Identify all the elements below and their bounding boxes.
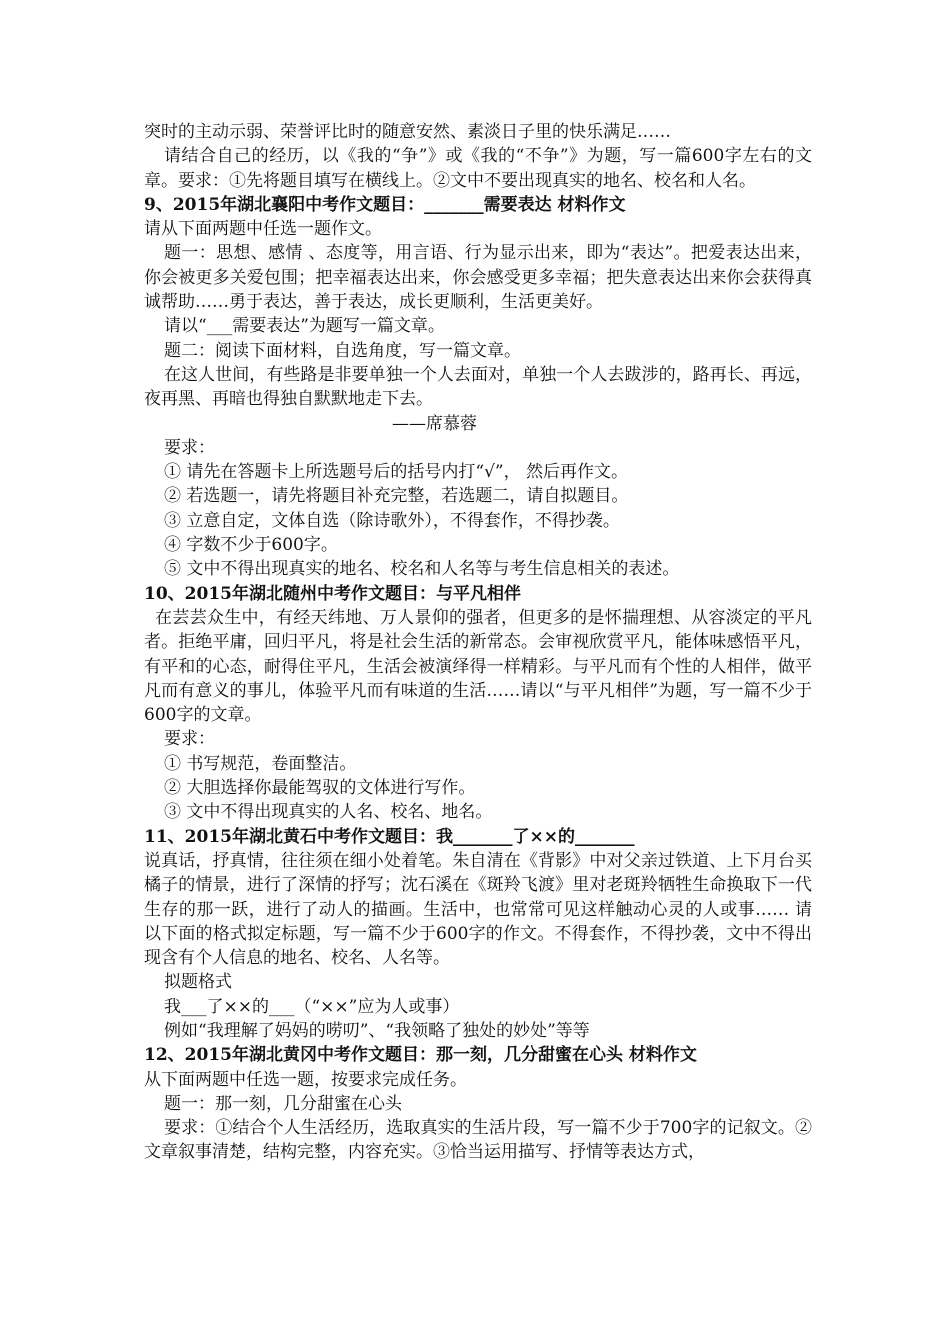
- paragraph: 题一：那一刻，几分甜蜜在心头: [164, 1093, 402, 1114]
- paragraph: 请从下面两题中任选一题作文。: [144, 219, 382, 240]
- paragraph: ——席慕蓉: [392, 413, 477, 434]
- paragraph: 突时的主动示弱、荣誉评比时的随意安然、素淡日子里的快乐满足……: [144, 122, 671, 142]
- paragraph: ① 请先在答题卡上所选题号后的括号内打“√”， 然后再作文。: [164, 462, 629, 483]
- paragraph: 拟题格式: [164, 972, 232, 993]
- paragraph: ③ 立意自定，文体自选（除诗歌外），不得套作，不得抄袭。: [164, 510, 620, 531]
- paragraph: 我___了××的___（“××”应为人或事）: [164, 996, 460, 1017]
- paragraph: ④ 字数不少于600字。: [164, 535, 338, 556]
- document-body: [144, 120, 812, 1165]
- paragraph: ② 若选题一，请先将题目补充完整，若选题二，请自拟题目。: [164, 486, 629, 507]
- paragraph: 说真话，抒真情，往往须在细小处着笔。朱自清在《背影》中对父亲过铁道、上下月台买橘子的情景，进行了深情的抒写；沈石溪在《斑羚飞渡》里对老斑羚牺牲生命换取下一代生存的那一跃，进行了动人的描画。生活中，也常常可见这样触动心灵的人或事…… 请以下面的格式拟定标题，写一篇不少于600字的作文。不得套作，不得抄袭，文中不得出现含有个人信息的地名、校名、人名等。: [144, 850, 812, 969]
- paragraph: 从下面两题中任选一题，按要求完成任务。: [144, 1069, 467, 1090]
- section-heading: 10、2015年湖北随州中考作文题目：与平凡相伴: [144, 583, 521, 604]
- paragraph: ② 大胆选择你最能驾驭的文体进行写作。: [164, 778, 476, 799]
- paragraph: ③ 文中不得出现真实的人名、校名、地名。: [164, 802, 493, 823]
- section-heading: 11、2015年湖北黄石中考作文题目：我_______了××的_______: [144, 826, 635, 847]
- paragraph: 要求：: [164, 437, 215, 458]
- paragraph: ⑤ 文中不得出现真实的地名、校名和人名等与考生信息相关的表述。: [164, 559, 680, 580]
- paragraph: 在这人世间，有些路是非要单独一个人去面对，单独一个人去跋涉的，路再长、再远，夜再黑、再暗也得独自默默地走下去。: [144, 364, 812, 410]
- paragraph: 在芸芸众生中，有经天纬地、万人景仰的强者，但更多的是怀揣理想、从容淡定的平凡者。拒绝平庸，回归平凡，将是社会生活的新常态。会审视欣赏平凡，能体味感悟平凡，有平和的心态，耐得住平凡，生活会被演绎得一样精彩。与平凡而有个性的人相伴，做平凡而有意义的事儿，体验平凡而有味道的生活……请以“与平凡相伴”为题，写一篇不少于600字的文章。: [144, 607, 812, 726]
- section-heading: 9、2015年湖北襄阳中考作文题目：_______需要表达 材料作文: [144, 194, 626, 215]
- section-heading: 12、2015年湖北黄冈中考作文题目：那一刻，几分甜蜜在心头 材料作文: [144, 1045, 697, 1066]
- paragraph: ① 书写规范，卷面整洁。: [164, 753, 357, 774]
- paragraph: 题一：思想、感情 、态度等，用言语、行为显示出来，即为“表达”。把爱表达出来，你会被更多关爱包围；把幸福表达出来，你会感受更多幸福；把失意表达出来你会获得真诚帮助……勇于表达，善于表达，成长更顺利，生活更美好。: [144, 243, 812, 313]
- paragraph: 请结合自己的经历，以《我的“争”》或《我的“不争”》为题，写一篇600字左右的文章。要求：①先将题目填写在横线上。②文中不要出现真实的地名、校名和人名。: [144, 146, 812, 191]
- paragraph: 要求：: [164, 729, 215, 750]
- paragraph: 题二：阅读下面材料，自选角度，写一篇文章。: [164, 340, 521, 361]
- paragraph: 要求：①结合个人生活经历，选取真实的生活片段，写一篇不少于700字的记叙文。②文章叙事清楚，结构完整，内容充实。③恰当运用描写、抒情等表达方式，: [144, 1118, 812, 1163]
- paragraph: 例如“我理解了妈妈的唠叨”、“我领略了独处的妙处”等等: [164, 1020, 590, 1041]
- paragraph: 请以“___需要表达”为题写一篇文章。: [164, 316, 445, 337]
